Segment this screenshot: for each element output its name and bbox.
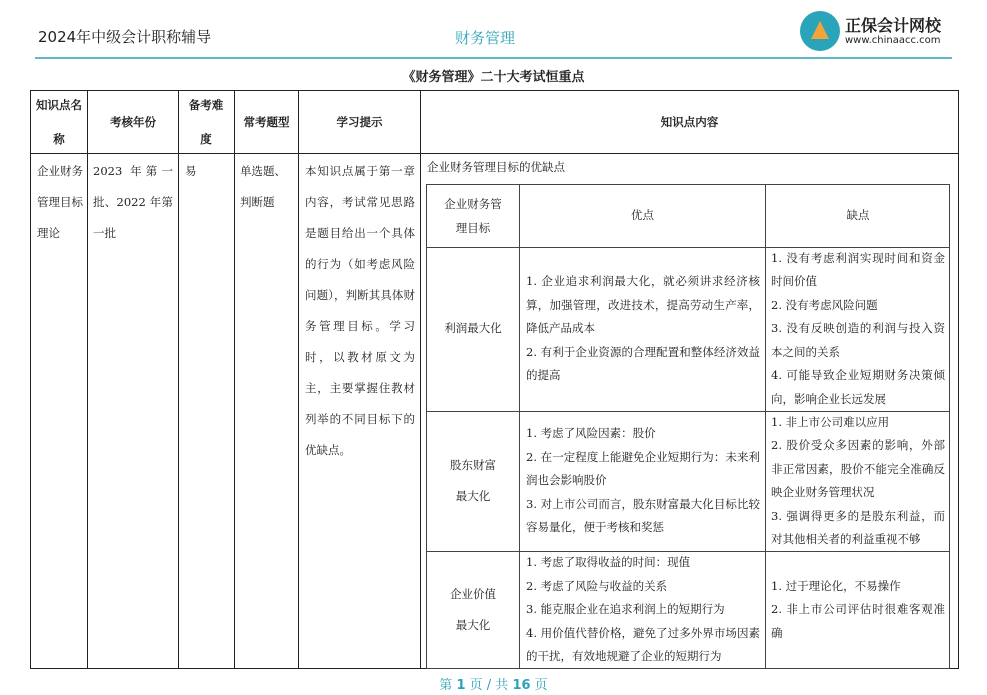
inner-header-goal: 企业财务管理目标	[444, 196, 502, 235]
subject-title: 财务管理	[455, 29, 516, 47]
goal-shareholder-wealth-max: 股东财富最大化	[450, 458, 496, 503]
brand-url: www.chinaacc.com	[845, 35, 941, 46]
course-title: 2024年中级会计职称辅导	[38, 28, 212, 46]
cons-list	[771, 411, 945, 551]
inner-header-cons: 缺点	[846, 207, 870, 222]
goal-enterprise-value-max: 企业价值最大化	[450, 587, 496, 632]
header-name: 知识点名称	[36, 97, 82, 146]
pros-item: 4. 用价值代替价格，避免了过多外界市场因素的干扰，有效地规避了企业的短期行为	[526, 625, 760, 664]
cons-item: 1. 非上市公司难以应用	[771, 414, 890, 429]
pros-list	[526, 411, 760, 551]
logo-icon	[800, 11, 840, 51]
header-divider	[35, 57, 952, 59]
header-types: 常考题型	[243, 114, 290, 129]
goal-profit-max: 利润最大化	[444, 321, 502, 336]
pros-item: 1. 考虑了风险因素：股价	[526, 426, 656, 441]
cons-item: 3. 没有反映创造的利润与投入资本之间的关系	[771, 321, 945, 359]
header-years: 考核年份	[110, 114, 156, 129]
pros-item: 2. 考虑了风险与收益的关系	[526, 578, 668, 593]
cons-item: 2. 没有考虑风险问题	[771, 297, 878, 312]
pros-item: 1. 考虑了取得收益的时间：现值	[526, 555, 691, 570]
pros-item: 2. 在一定程度上能避免企业短期行为：未来利润也会影响股价	[526, 449, 760, 488]
cons-list	[771, 551, 945, 669]
cons-item: 4. 可能导致企业短期财务决策倾向，影响企业长远发展	[771, 368, 945, 406]
question-types: 单选题、判断题	[240, 164, 286, 209]
cons-list	[771, 247, 945, 411]
pros-list	[526, 247, 760, 411]
cons-item: 1. 过于理论化，不易操作	[771, 578, 901, 593]
brand-name: 正保会计网校	[845, 16, 942, 35]
cons-item: 2. 股价受众多因素的影响，外部非正常因素，股价不能完全准确反映企业财务管理状况	[771, 438, 945, 499]
pros-item: 2. 有利于企业资源的合理配置和整体经济效益的提高	[526, 344, 760, 383]
total-pages: 16	[512, 678, 531, 693]
cons-item: 1. 没有考虑利润实现时间和资金时间价值	[771, 250, 945, 289]
cons-item: 3. 强调得更多的是股东利益，而对其他相关者的利益重视不够	[771, 508, 945, 546]
pros-list	[526, 551, 760, 669]
cons-item: 2. 非上市公司评估时很难客观准确	[771, 602, 945, 640]
content-intro: 企业财务管理目标的优缺点	[427, 160, 565, 174]
header-content: 知识点内容	[660, 114, 719, 129]
header-tips: 学习提示	[336, 114, 383, 129]
page-indicator: 第 1 页 / 共 16 页	[439, 678, 548, 693]
document-title: 《财务管理》二十大考试恒重点	[402, 70, 585, 85]
pros-item: 3. 能克服企业在追求利润上的短期行为	[526, 602, 725, 617]
exam-years: 2023 年第一批、2022 年第一批	[93, 164, 173, 240]
pros-item: 1. 企业追求利润最大化，就必须讲求经济核算，加强管理，改进技术，提高劳动生产率，降低产品成本	[526, 274, 760, 336]
pros-item: 3. 对上市公司而言，股东财富最大化目标比较容易量化，便于考核和奖惩	[526, 496, 760, 535]
inner-header-pros: 优点	[631, 207, 654, 222]
knowledge-name: 企业财务管理目标理论	[37, 164, 83, 240]
study-tips: 本知识点属于第一章内容，考试常见思路是题目给出一个具体的行为（如考虑风险问题），判断其具体财务管理目标。学习时，以教材原文为主，主要掌握住教材列举的不同目标下的优缺点。	[305, 164, 415, 457]
current-page: 1	[456, 678, 466, 693]
header-difficulty: 备考难度	[188, 97, 224, 146]
difficulty: 易	[185, 164, 197, 178]
